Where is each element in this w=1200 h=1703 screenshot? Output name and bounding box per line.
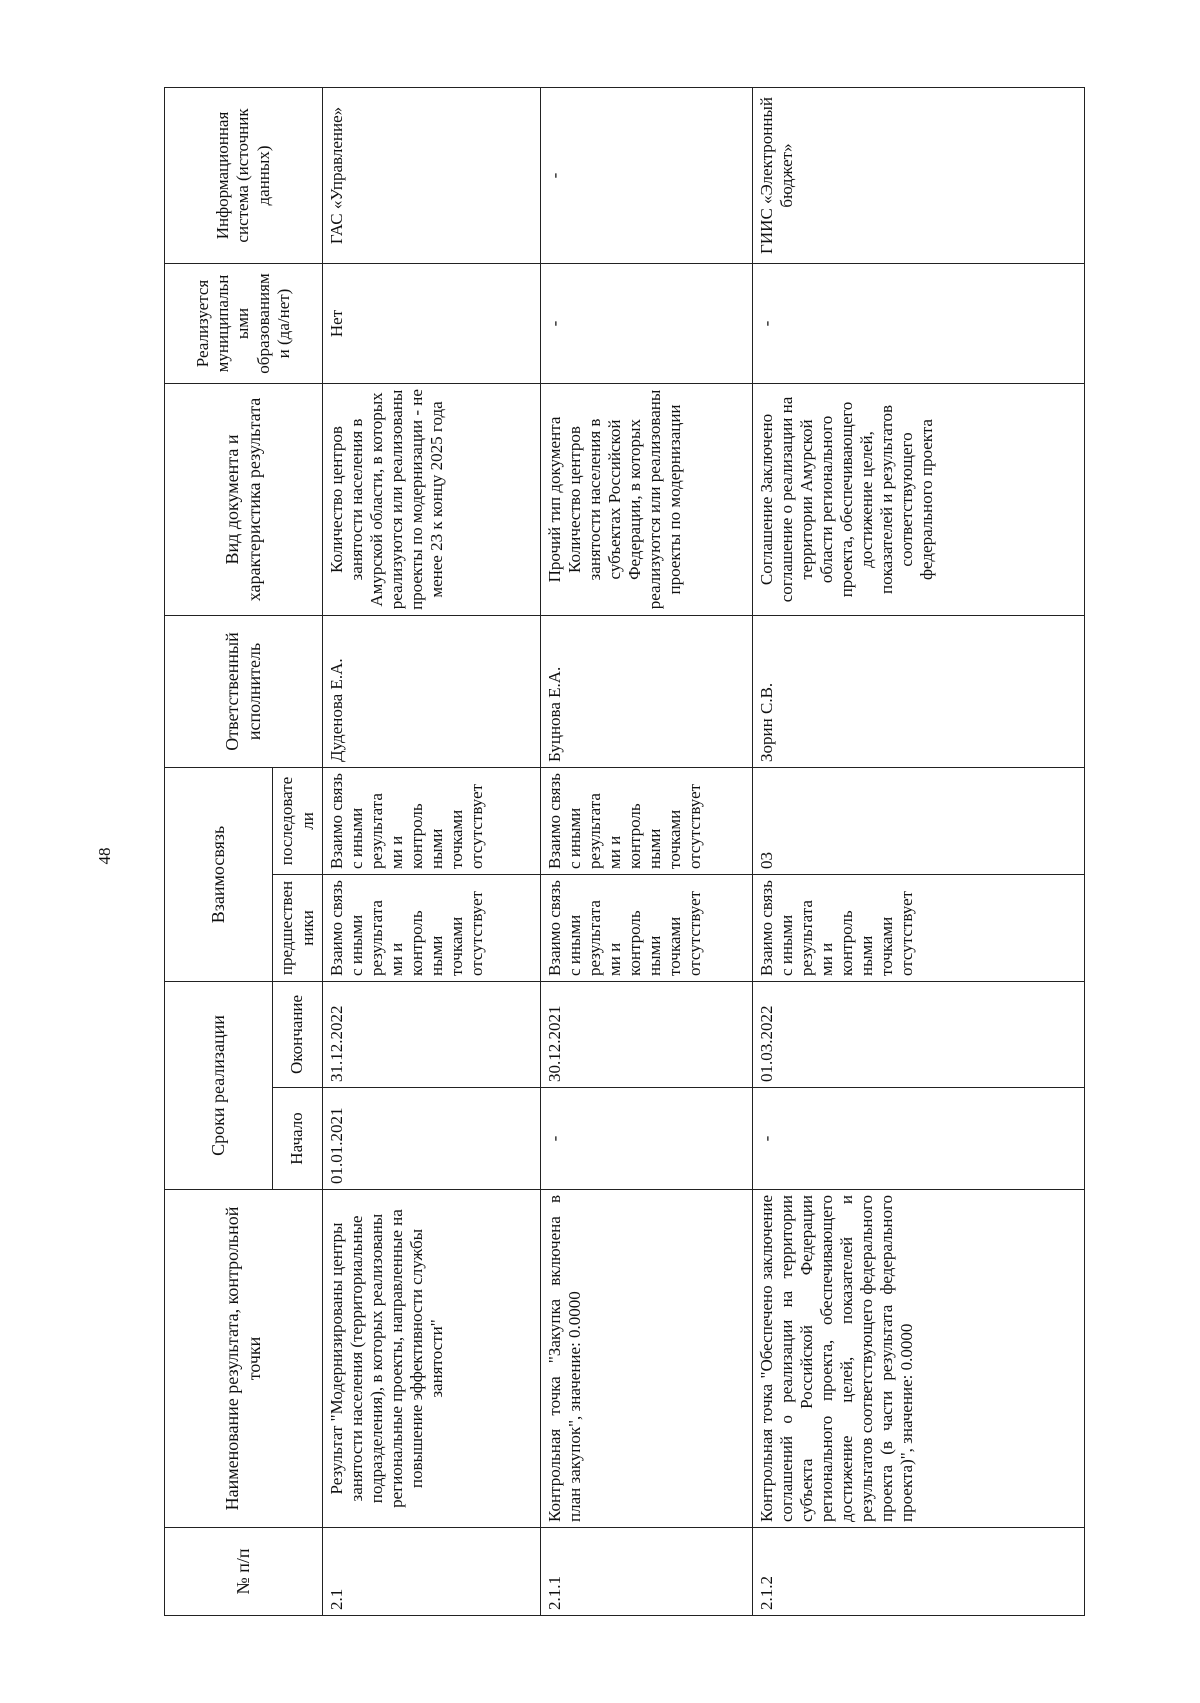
header-num: № п/п — [165, 1528, 323, 1616]
row-start: - — [753, 1088, 1085, 1190]
header-doc-type: Вид документа и характеристика результата — [165, 383, 323, 615]
row-predecessors: Взаимо связь с иными результата ми и контроль ными точками отсутствует — [753, 874, 1085, 981]
header-name: Наименование результата, контрольной точки — [165, 1190, 323, 1528]
row-start: 01.01.2021 — [323, 1088, 541, 1190]
row-successors: 03 — [753, 767, 1085, 874]
row-doc-type: Количество центров занятости населения в Амурской области, в которых реализуются или реализованы проекты по модернизации - не менее 23 к концу 2025 года — [323, 383, 541, 615]
row-doc-type: Прочий тип документа Количество центров занятости населения в субъектах Российской Федерации, в которых реализуются или реализованы проекты по модернизации — [541, 383, 753, 615]
header-municipal: Реализуется муниципальными образованиями (да/нет) — [165, 263, 323, 383]
header-relation: Взаимосвязь — [165, 767, 273, 981]
row-successors: Взаимо связь с иными результата ми и контроль ными точками отсутствует — [541, 767, 753, 874]
row-predecessors: Взаимо связь с иными результата ми и контроль ными точками отсутствует — [541, 874, 753, 981]
row-num: 2.1.2 — [753, 1528, 1085, 1616]
row-executor: Дуденова Е.А. — [323, 615, 541, 767]
row-municipal: - — [753, 263, 1085, 383]
header-predecessors: предшественники — [273, 874, 323, 981]
row-info-system: ГИИС «Электронный бюджет» — [753, 87, 1085, 263]
rotated-table-container — [164, 88, 1084, 1616]
plan-table — [164, 87, 1085, 1616]
table-row — [753, 87, 1085, 1615]
table-row — [541, 87, 753, 1615]
row-end: 01.03.2022 — [753, 981, 1085, 1087]
row-name: Контрольная точка "Закупка включена в план закупок", значение: 0.0000 — [541, 1190, 753, 1528]
page-number: 48 — [95, 847, 114, 865]
row-predecessors: Взаимо связь с иными результата ми и контроль ными точками отсутствует — [323, 874, 541, 981]
row-successors: Взаимо связь с иными результата ми и контроль ными точками отсутствует — [323, 767, 541, 874]
row-info-system: - — [541, 87, 753, 263]
row-executor: Буцнова Е.А. — [541, 615, 753, 767]
header-executor: Ответственный исполнитель — [165, 615, 323, 767]
row-municipal: Нет — [323, 263, 541, 383]
header-info-system: Информационная система (источник данных) — [165, 87, 323, 263]
row-num: 2.1 — [323, 1528, 541, 1616]
row-name: Результат "Модернизированы центры занятости населения (территориальные подразделения), в которых реализованы региональные проекты, направленные на повышение эффективности службы занятости" — [323, 1190, 541, 1528]
row-start: - — [541, 1088, 753, 1190]
row-num: 2.1.1 — [541, 1528, 753, 1616]
row-end: 30.12.2021 — [541, 981, 753, 1087]
row-doc-type: Соглашение Заключено соглашение о реализации на территории Амурской области регионального проекта, обеспечивающего достижение целей, показателей и результатов соответствующего федерального проекта — [753, 383, 1085, 615]
header-end: Окончание — [273, 981, 323, 1087]
header-successors: последователи — [273, 767, 323, 874]
row-municipal: - — [541, 263, 753, 383]
header-terms: Сроки реализации — [165, 981, 273, 1189]
row-end: 31.12.2022 — [323, 981, 541, 1087]
row-info-system: ГАС «Управление» — [323, 87, 541, 263]
row-executor: Зорин С.В. — [753, 615, 1085, 767]
row-name: Контрольная точка "Обеспечено заключение соглашений о реализации на территории субъекта Российской Федерации регионального проекта, обеспечивающего достижение целей, показателей и результатов соответствующего федерального проекта (в части результата федерального проекта)", значение: 0.0000 — [753, 1190, 1085, 1528]
header-start: Начало — [273, 1088, 323, 1190]
table-row — [323, 87, 541, 1615]
